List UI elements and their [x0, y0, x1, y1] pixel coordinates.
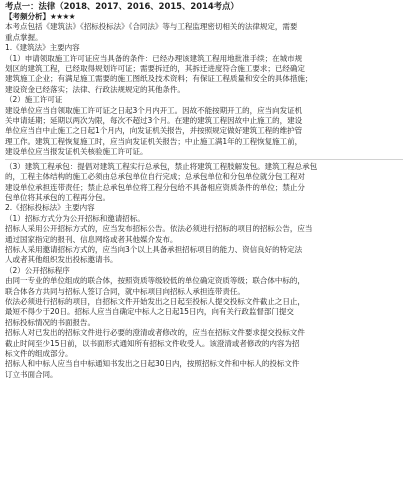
- text-line: 建筑施工企业；有满足施工需要的施工图纸及技术资料；有保证工程质量和安全的具体措施；: [5, 74, 313, 84]
- text-line: 建设单位承担连带责任；禁止总承包单位将工程分包给不具备相应资质条件的单位；禁止分: [5, 182, 305, 192]
- text-block-1: [5, 22, 403, 157]
- section-heading: 考点一：法律（2018、2017、2016、2015、2014考点）: [5, 1, 239, 11]
- text-line: 联合体各方共同与招标人签订合同，就中标项目向招标人承担连带责任。: [5, 286, 245, 296]
- text-line: 依法必须进行招标的项目，自招标文件开始发出之日起至投标人提交投标文件截止之日止，: [5, 296, 305, 306]
- text-line: 招标人和中标人应当自中标通知书发出之日起30日内，按照招标文件和中标人的投标文件: [5, 359, 300, 369]
- text-line: （1）招标方式分为公开招标和邀请招标。: [5, 213, 145, 223]
- text-line: 招标人采用邀请招标方式的，应当向3个以上具备承担招标项目的能力、资信良好的特定法: [5, 244, 303, 254]
- text-line: 通过国家指定的报刊、信息网络或者其他媒介发布。: [5, 234, 178, 244]
- text-line: 人或者其他组织发出投标邀请书。: [5, 255, 118, 265]
- text-line: 招标人对已发出的招标文件进行必要的澄清或者修改的，应当在招标文件要求提交投标文件: [5, 328, 305, 338]
- text-line: 建设单位应当报发证机关核验施工许可证。: [5, 147, 148, 157]
- analysis-label: 【考频分析】: [5, 12, 50, 21]
- text-line: 招标人采用公开招标方式的，应当发布招标公告。依法必须进行招标的项目的招标公告，应当: [5, 224, 313, 234]
- text-line: 理工作。建筑工程恢复施工时，应当向发证机关报告；中止施工满1年的工程恢复施工前，: [5, 136, 303, 146]
- text-line: 建设单位应当自领取施工许可证之日起3个月内开工。因故不能按期开工的，应当向发证机: [5, 105, 303, 115]
- text-block-2: [5, 162, 403, 381]
- text-line: （1）申请领取施工许可证应当具备的条件：已经办理该建筑工程用地批准手续；在城市规: [5, 53, 303, 63]
- page-divider: [5, 159, 403, 160]
- text-line: 单位应当自中止施工之日起1个月内，向发证机关报告，并按照规定做好建筑工程的维护管: [5, 126, 303, 136]
- text-line: 本考点包括《建筑法》《招标投标法》《合同法》等与工程监理密切相关的法律规定，需要: [5, 22, 298, 32]
- text-line: 的，工程主体结构的施工必须由总承包单位自行完成；总承包单位和分包单位就分包工程对: [5, 172, 305, 182]
- text-line: 划区的建筑工程，已经取得规划许可证；需要拆迁的，其拆迁进度符合施工要求；已经确定: [5, 64, 305, 74]
- frequency-stars: ★★★★: [49, 12, 76, 21]
- text-line: 2.《招标投标法》主要内容: [5, 203, 95, 213]
- text-line: 订立书面合同。: [5, 369, 58, 379]
- text-line: 包单位将其承包的工程再分包。: [5, 192, 110, 202]
- text-line: 1.《建筑法》主要内容: [5, 43, 80, 53]
- text-line: 重点掌握。: [5, 32, 43, 42]
- text-line: 最短不得少于20日。招标人应当自确定中标人之日起15日内，向有关行政监督部门提交: [5, 307, 294, 317]
- text-line: 由同一专业的单位组成的联合体，按照资质等级较低的单位确定资质等级；联合体中标的，: [5, 276, 305, 286]
- text-line: 建设资金已经落实；法律、行政法规规定的其他条件。: [5, 84, 185, 94]
- text-line: （3）建筑工程承包：提倡对建筑工程实行总承包，禁止将建筑工程肢解发包。建筑工程总承包: [5, 161, 318, 171]
- text-line: 招标投标情况的书面报告。: [5, 317, 95, 327]
- text-line: （2）公开招标程序: [5, 265, 70, 275]
- text-line: 截止时间至少15日前，以书面形式通知所有招标文件收受人。该澄清或者修改的内容为招: [5, 338, 300, 348]
- analysis-line: [5, 12, 403, 22]
- text-line: （2）施工许可证: [5, 95, 63, 105]
- text-line: 标文件的组成部分。: [5, 349, 73, 358]
- text-line: 关申请延期；延期以两次为限，每次不超过3个月。在建的建筑工程因故中止施工的，建设: [5, 116, 303, 126]
